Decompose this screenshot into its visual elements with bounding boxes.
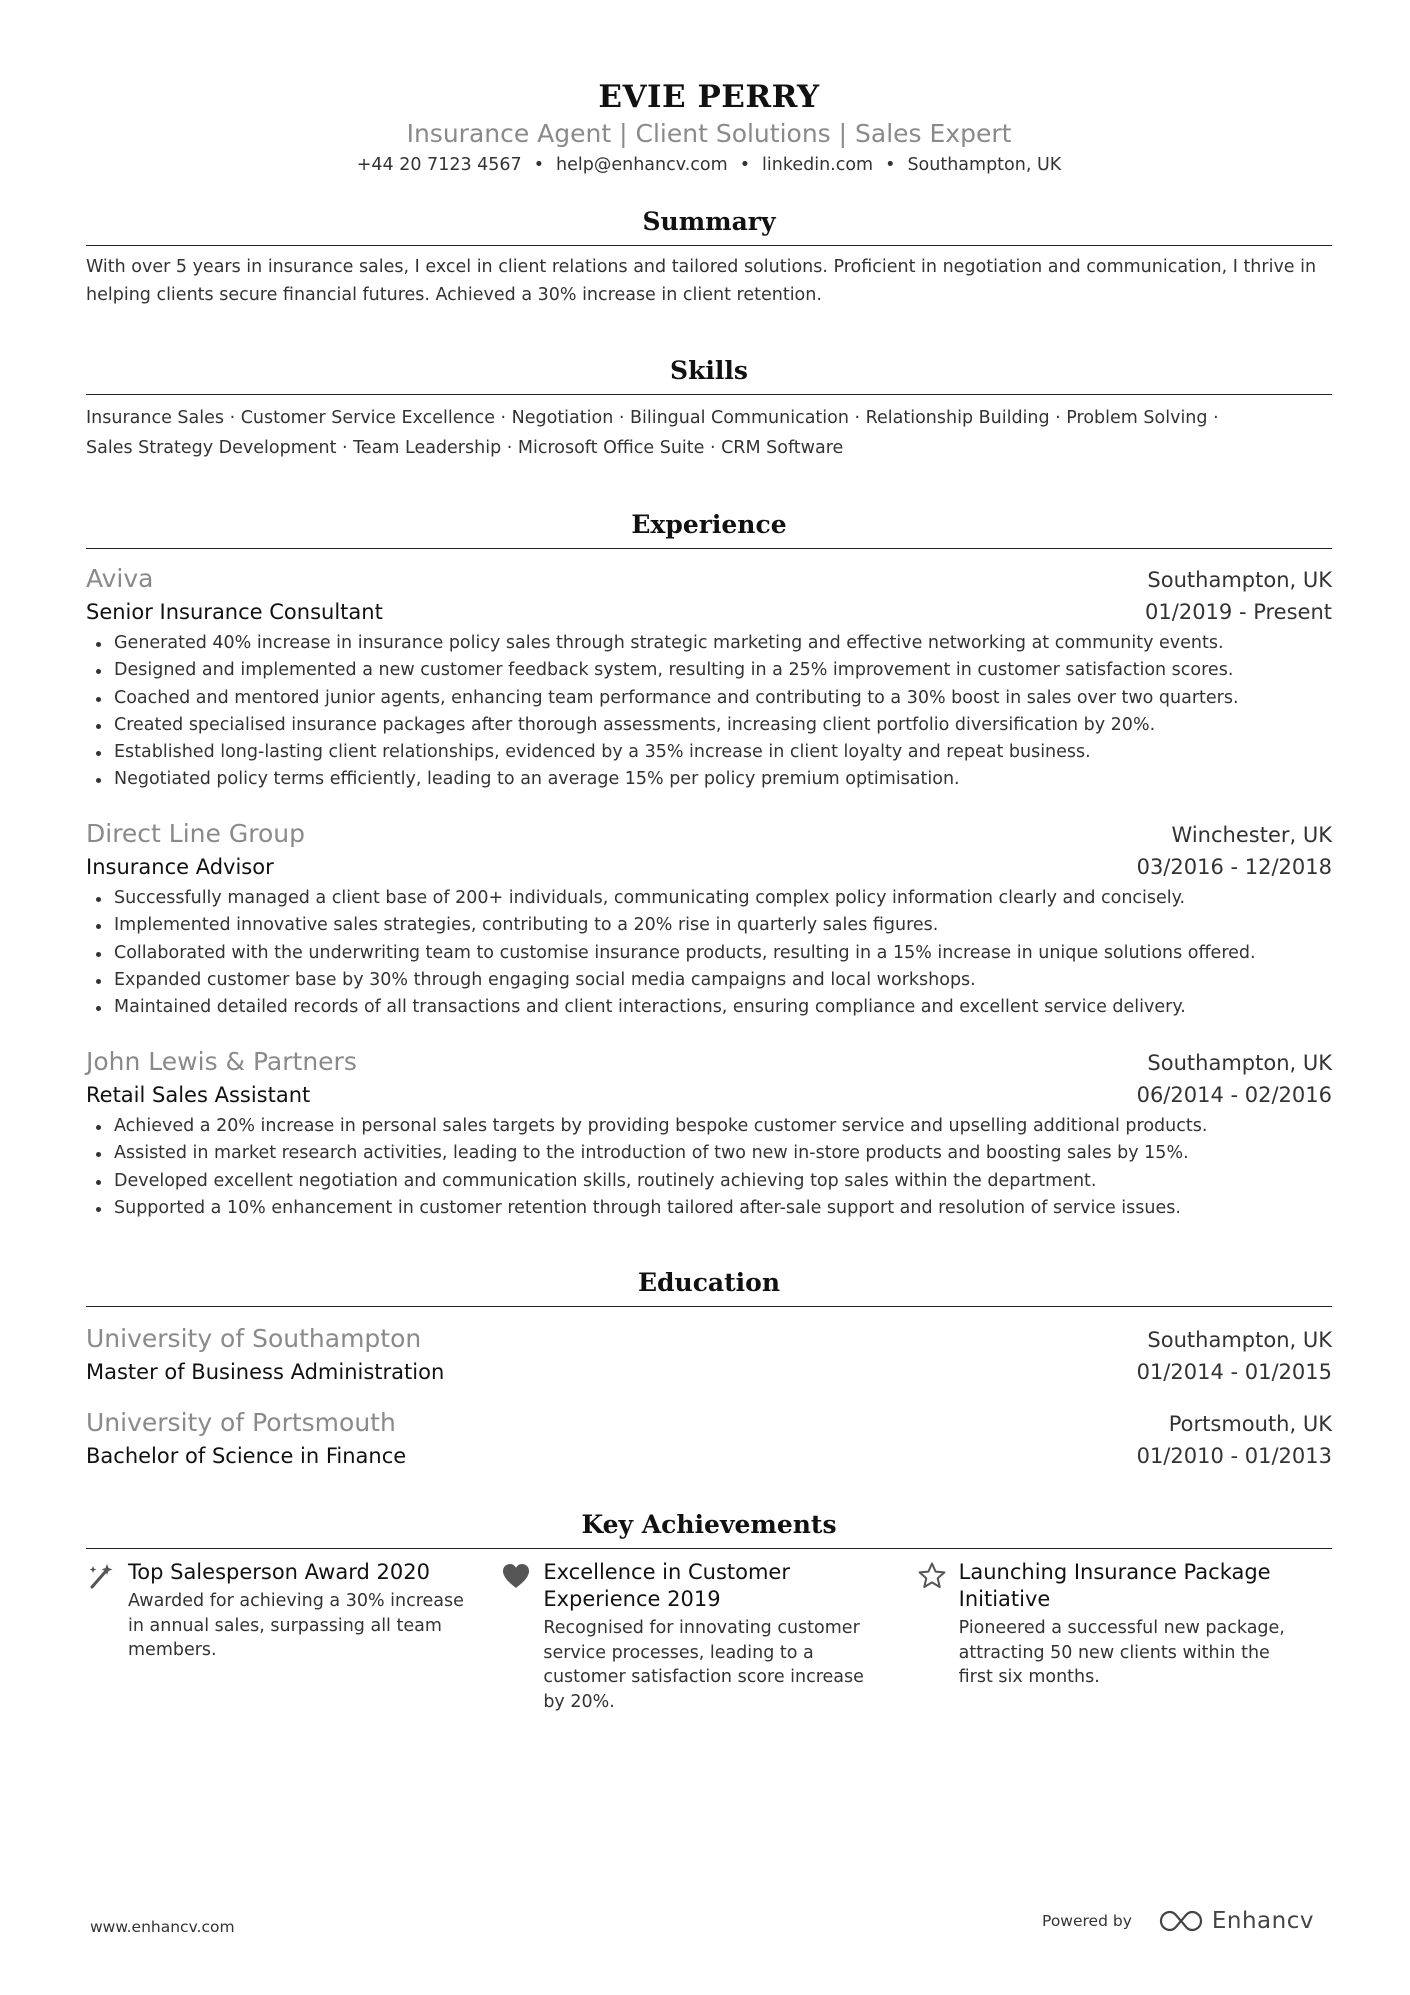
company-name: Aviva: [86, 564, 154, 593]
section-heading-skills: Skills: [86, 354, 1332, 395]
achievement-desc: Awarded for achieving a 30% increase in annual sales, surpassing all team members.: [128, 1591, 464, 1660]
star-icon: [917, 1561, 947, 1591]
achievement-title: Top Salesperson Award 2020: [128, 1560, 430, 1584]
experience-section: [86, 508, 1332, 549]
job-dates: 03/2016 - 12/2018: [1136, 855, 1332, 879]
location-text: Southampton, UK: [907, 155, 1062, 175]
skills-list: [86, 403, 1332, 463]
school-name: University of Portsmouth: [86, 1408, 396, 1437]
magic-wand-icon: [86, 1561, 116, 1591]
bullet-item: Generated 40% increase in insurance policy sales through strategic marketing and effective networking at community events.: [114, 630, 1332, 657]
school-location: Southampton, UK: [1147, 1328, 1332, 1352]
section-heading-summary: Summary: [86, 205, 1332, 246]
section-heading-experience: Experience: [86, 508, 1332, 549]
brand-name: Enhancv: [1211, 1908, 1314, 1934]
enhancv-logo-icon: [1158, 1909, 1204, 1933]
skills-line: Sales Strategy Development · Team Leadership · Microsoft Office Suite · CRM Software: [86, 438, 844, 458]
company-name: Direct Line Group: [86, 819, 305, 848]
achievement-item: [86, 1559, 501, 1714]
education-section: [86, 1266, 1332, 1307]
bullet-item: Expanded customer base by 30% through engaging social media campaigns and local workshops.: [114, 967, 1332, 994]
section-heading-education: Education: [86, 1266, 1332, 1307]
separator-dot: •: [533, 155, 545, 175]
resume-page: [86, 0, 1332, 1712]
heart-icon: [501, 1561, 531, 1591]
achievement-item: [501, 1559, 916, 1714]
job-role: Senior Insurance Consultant: [86, 600, 383, 624]
bullet-item: Negotiated policy terms efficiently, leading to an average 15% per policy premium optimisation.: [114, 766, 1332, 793]
bullet-item: Coached and mentored junior agents, enhancing team performance and contributing to a 30% boost in sales over two quarters.: [114, 685, 1332, 712]
achievement-title: Launching Insurance Package Initiative: [958, 1560, 1271, 1611]
school-name: University of Southampton: [86, 1324, 422, 1353]
separator-dot: •: [739, 155, 751, 175]
summary-section: [86, 205, 1332, 309]
achievement-desc: Recognised for innovating customer service processes, leading to a customer satisfaction score increase by 20%.: [543, 1618, 864, 1712]
job-role: Insurance Advisor: [86, 855, 274, 879]
school-location: Portsmouth, UK: [1168, 1412, 1332, 1436]
job-bullets: [86, 630, 1332, 794]
education-dates: 01/2010 - 01/2013: [1136, 1444, 1332, 1468]
candidate-title: Insurance Agent | Client Solutions | Sales Expert: [406, 119, 1012, 148]
achievements-grid: [86, 1559, 1332, 1714]
linkedin-link[interactable]: linkedin.com: [762, 155, 874, 175]
achievements-section: [86, 1508, 1332, 1714]
company-name: John Lewis & Partners: [86, 1047, 357, 1076]
email-link[interactable]: help@enhancv.com: [556, 155, 728, 175]
achievement-title: Excellence in Customer Experience 2019: [543, 1560, 790, 1611]
separator-dot: •: [885, 155, 896, 175]
job-dates: 01/2019 - Present: [1145, 600, 1332, 624]
resume-header: [86, 0, 1332, 178]
powered-by-label: Powered by: [1042, 1912, 1132, 1930]
bullet-item: Supported a 10% enhancement in customer retention through tailored after-sale support and resolution of service issues.: [114, 1195, 1332, 1222]
candidate-name: EVIE PERRY: [598, 79, 820, 115]
bullet-item: Assisted in market research activities, leading to the introduction of two new in-store products and boosting sales by 15%.: [114, 1140, 1332, 1167]
job-bullets: [86, 885, 1332, 1021]
bullet-item: Achieved a 20% increase in personal sales targets by providing bespoke customer service and upselling additional products.: [114, 1113, 1332, 1140]
job-bullets: [86, 1113, 1332, 1222]
education-entry: [86, 1322, 1332, 1388]
skills-section: [86, 354, 1332, 463]
footer-branding: [1042, 1908, 1314, 1934]
achievement-item: [917, 1559, 1332, 1714]
skills-line: Insurance Sales · Customer Service Excellence · Negotiation · Bilingual Communication · Relationship Building · Problem Solving ·: [86, 408, 1219, 428]
section-heading-achievements: Key Achievements: [86, 1508, 1332, 1549]
job-dates: 06/2014 - 02/2016: [1136, 1083, 1332, 1107]
bullet-item: Implemented innovative sales strategies, contributing to a 20% rise in quarterly sales figures.: [114, 912, 1332, 939]
bullet-item: Successfully managed a client base of 200+ individuals, communicating complex policy information clearly and concisely.: [114, 885, 1332, 912]
education-entry: [86, 1406, 1332, 1472]
bullet-item: Developed excellent negotiation and communication skills, routinely achieving top sales within the department.: [114, 1168, 1332, 1195]
bullet-item: Established long-lasting client relationships, evidenced by a 35% increase in client loyalty and repeat business.: [114, 739, 1332, 766]
education-dates: 01/2014 - 01/2015: [1136, 1360, 1332, 1384]
achievement-desc: Pioneered a successful new package, attracting 50 new clients within the first six months.: [958, 1618, 1285, 1687]
bullet-item: Maintained detailed records of all transactions and client interactions, ensuring compliance and excellent service delivery.: [114, 994, 1332, 1021]
degree-name: Master of Business Administration: [86, 1360, 445, 1384]
bullet-item: Designed and implemented a new customer feedback system, resulting in a 25% improvement in customer satisfaction scores.: [114, 657, 1332, 684]
job-location: Southampton, UK: [1147, 1051, 1332, 1075]
job-location: Southampton, UK: [1147, 568, 1332, 592]
summary-text: With over 5 years in insurance sales, I excel in client relations and tailored solutions. Proficient in negotiation and communication, I thrive in helping clients secure financial futures. Achieved a 30% increase in client retention.: [86, 257, 1317, 305]
job-entry: [86, 817, 1332, 1021]
bullet-item: Collaborated with the underwriting team to customise insurance products, resulting in a 15% increase in unique solutions offered.: [114, 940, 1332, 967]
job-location: Winchester, UK: [1171, 823, 1332, 847]
job-entry: [86, 562, 1332, 794]
job-entry: [86, 1045, 1332, 1222]
job-role: Retail Sales Assistant: [86, 1083, 311, 1107]
bullet-item: Created specialised insurance packages after thorough assessments, increasing client portfolio diversification by 20%.: [114, 712, 1332, 739]
degree-name: Bachelor of Science in Finance: [86, 1444, 407, 1468]
phone-text: +44 20 7123 4567: [356, 155, 522, 175]
footer-website[interactable]: www.enhancv.com: [90, 1918, 235, 1936]
contact-line: [86, 152, 1332, 178]
